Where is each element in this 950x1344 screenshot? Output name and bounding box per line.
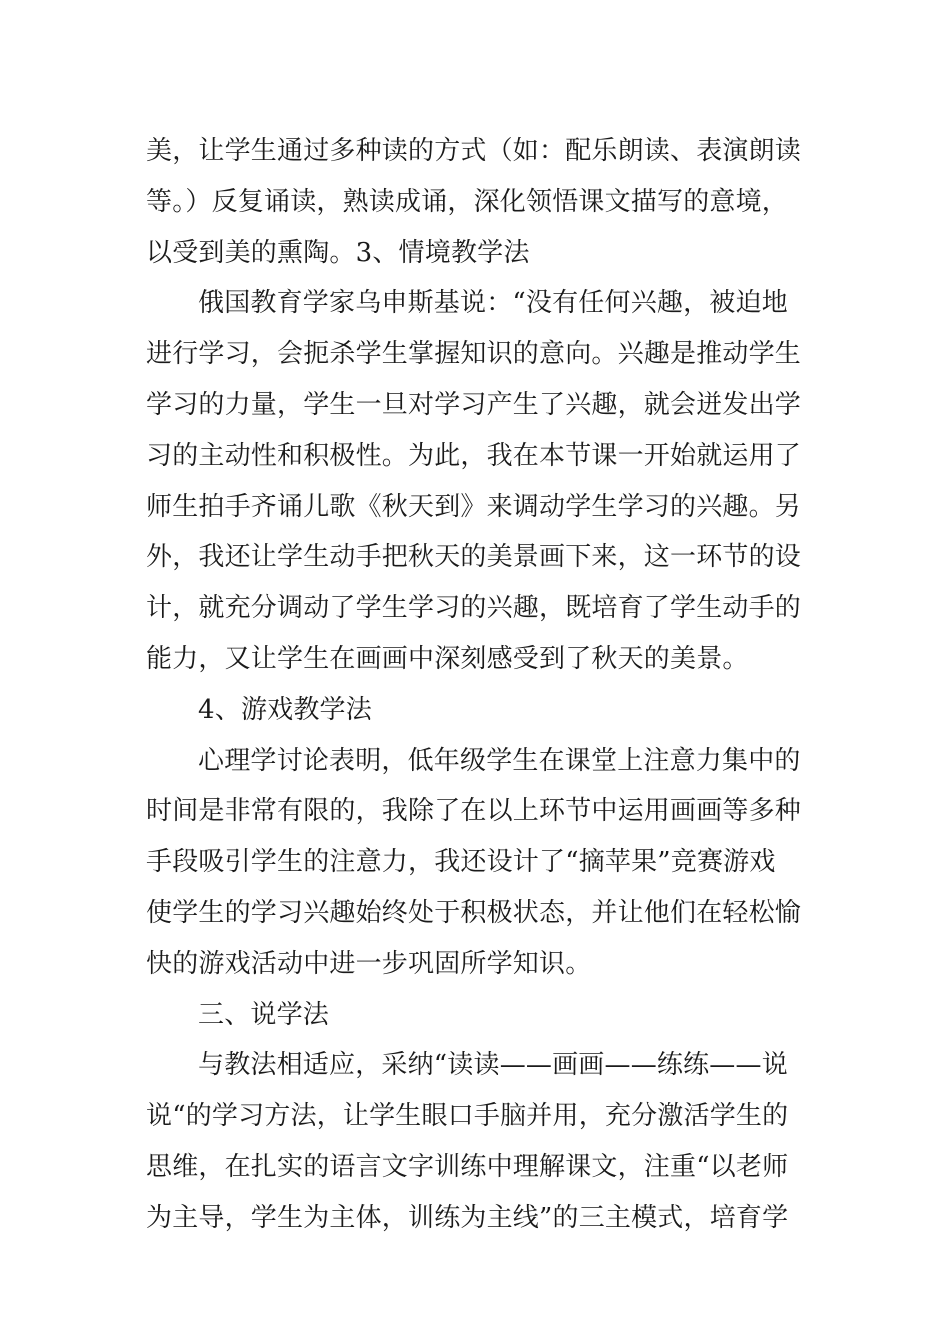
text-line-1: 美，让学生通过多种读的方式（如：配乐朗读、表演朗读 — [146, 136, 802, 166]
text-line-6: 学习的力量，学生一旦对学习产生了兴趣，就会迸发出学 — [146, 389, 802, 420]
body-text — [146, 126, 816, 1244]
text-line-5: 进行学习，会扼杀学生掌握知识的意向。兴趣是推动学生 — [146, 339, 802, 370]
text-line-8: 师生拍手齐诵儿歌《秋天到》来调动学生学习的兴趣。另 — [146, 491, 802, 522]
text-line-22: 为主导，学生为主体，训练为主线”的三主模式，培育学 — [146, 1202, 789, 1233]
text-line-19: 与教法相适应，采纳“读读——画画——练练——说 — [198, 1050, 788, 1081]
text-line-16: 使学生的学习兴趣始终处于积极状态，并让他们在轻松愉 — [146, 897, 802, 928]
text-line-21: 思维，在扎实的语言文字训练中理解课文，注重“以老师 — [146, 1151, 789, 1182]
text-line-15: 手段吸引学生的注意力，我还设计了“摘苹果”竞赛游戏 — [146, 847, 776, 878]
text-line-2: 等。）反复诵读，熟读成诵，深化领悟课文描写的意境， — [146, 186, 789, 217]
text-line-7: 习的主动性和积极性。为此，我在本节课一开始就运用了 — [146, 440, 802, 471]
text-line-9: 外，我还让学生动手把秋天的美景画下来，这一环节的设 — [146, 542, 802, 573]
text-line-13: 心理学讨论表明，低年级学生在课堂上注意力集中的 — [198, 745, 801, 776]
text-line-20: 说“的学习方法，让学生眼口手脑并用，充分激活学生的 — [146, 1101, 789, 1132]
text-line-4: 俄国教育学家乌申斯基说：“没有任何兴趣，被迫地 — [198, 288, 788, 319]
text-line-14: 时间是非常有限的，我除了在以上环节中运用画画等多种 — [146, 796, 802, 827]
text-line-17: 快的游戏活动中进一步巩固所学知识。 — [146, 948, 592, 979]
section-heading-game-method: 4、游戏教学法 — [198, 694, 372, 725]
text-line-11: 能力，又让学生在画画中深刻感受到了秋天的美景。 — [146, 643, 749, 674]
text-line-10: 计，就充分调动了学生学习的兴趣，既培育了学生动手的 — [146, 593, 802, 624]
text-line-3: 以受到美的熏陶。3、情境教学法 — [146, 237, 530, 268]
section-heading-learning-method: 三、说学法 — [198, 999, 330, 1030]
